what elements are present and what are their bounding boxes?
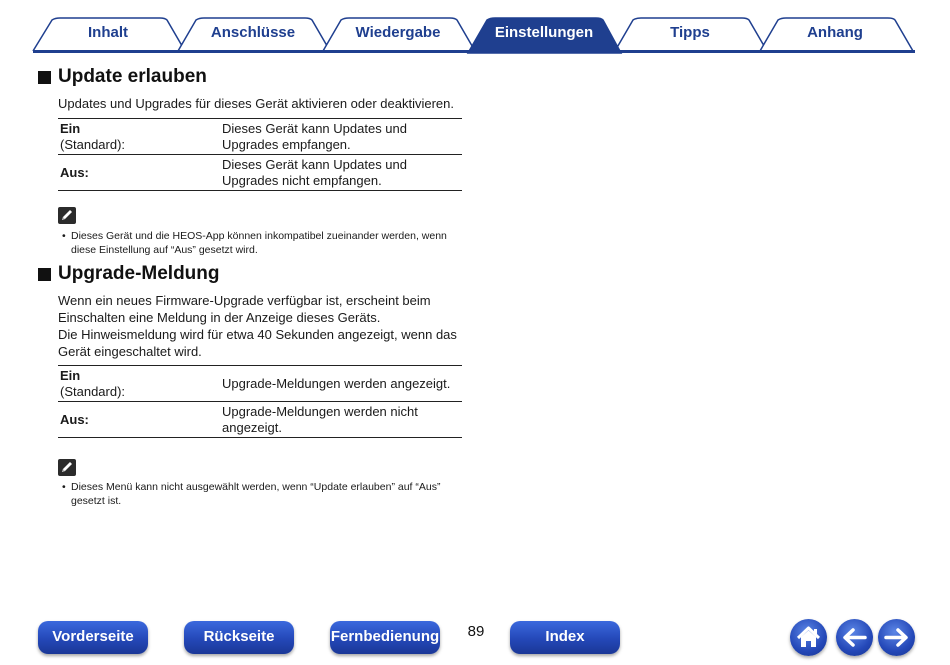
- note-text: [62, 481, 471, 508]
- section-title-update-erlauben: [38, 66, 207, 88]
- table-row: [58, 119, 462, 155]
- options-table-meldung: [58, 365, 462, 438]
- table-row: [58, 366, 462, 402]
- index-button[interactable]: Index: [510, 621, 620, 654]
- next-page-button[interactable]: [878, 619, 915, 656]
- note-content: Dieses Menü kann nicht ausgewählt werden, wenn “Update erlauben” auf “Aus” gesetzt ist.: [71, 481, 441, 507]
- options-table-update: [58, 118, 462, 191]
- section-title-upgrade-meldung: [38, 263, 220, 285]
- table-row: [58, 402, 462, 438]
- note-content: Dieses Gerät und die HEOS-App können inkompatibel zueinander werden, wenn diese Einstellung auf “Aus” gesetzt wird.: [71, 230, 447, 256]
- tab-tipps[interactable]: Tipps: [670, 24, 710, 41]
- previous-page-button[interactable]: [836, 619, 873, 656]
- pencil-note-icon: [58, 207, 76, 224]
- option-key-label: Ein: [60, 121, 81, 136]
- option-key: [58, 402, 220, 438]
- section-description: Die Hinweismeldung wird für etwa 40 Sekunden angezeigt, wenn das Gerät eingeschaltet wird.: [58, 327, 457, 359]
- tab-inhalt[interactable]: Inhalt: [88, 24, 128, 41]
- tab-bar: [0, 0, 950, 56]
- option-value: Dieses Gerät kann Updates und Upgrades empfangen.: [222, 121, 407, 152]
- tab-anhang[interactable]: Anhang: [807, 24, 863, 41]
- option-key: [58, 119, 220, 155]
- section-description: Updates und Upgrades für dieses Gerät aktivieren oder deaktivieren.: [58, 96, 454, 111]
- remote-control-button[interactable]: Fernbedienung: [330, 621, 440, 654]
- option-key-sub: (Standard):: [60, 383, 126, 399]
- option-value: Dieses Gerät kann Updates und Upgrades nicht empfangen.: [222, 157, 407, 188]
- table-row: [58, 155, 462, 191]
- tab-einstellungen[interactable]: Einstellungen: [494, 24, 594, 41]
- front-panel-button[interactable]: Vorderseite: [38, 621, 148, 654]
- tab-anschluesse[interactable]: Anschlüsse: [210, 24, 296, 41]
- option-key-label: Aus:: [60, 411, 89, 427]
- bullet-dot: •: [62, 481, 66, 493]
- option-key: [58, 366, 220, 402]
- section-bullet-icon: [38, 71, 51, 84]
- home-button[interactable]: [790, 619, 827, 656]
- option-key: [58, 155, 220, 191]
- arrow-left-icon: [836, 619, 873, 656]
- rear-panel-button[interactable]: Rückseite: [184, 621, 294, 654]
- note-text: [62, 230, 471, 257]
- tab-wiedergabe[interactable]: Wiedergabe: [355, 24, 441, 41]
- option-key-sub: (Standard):: [60, 136, 126, 152]
- section-title-text: Upgrade-Meldung: [58, 263, 220, 284]
- page-number: 89: [467, 623, 485, 640]
- home-icon: [790, 619, 827, 656]
- option-value: Upgrade-Meldungen werden nicht angezeigt.: [222, 404, 418, 435]
- option-key-label: Aus:: [60, 164, 89, 180]
- pencil-note-icon: [58, 459, 76, 476]
- arrow-right-icon: [878, 619, 915, 656]
- section-description: Wenn ein neues Firmware-Upgrade verfügbar ist, erscheint beim Einschalten eine Meldung in der Anzeige dieses Geräts.: [58, 293, 431, 325]
- bullet-dot: •: [62, 230, 66, 242]
- section-bullet-icon: [38, 268, 51, 281]
- option-key-label: Ein: [60, 368, 81, 383]
- section-title-text: Update erlauben: [58, 66, 207, 87]
- option-value: Upgrade-Meldungen werden angezeigt.: [222, 375, 451, 391]
